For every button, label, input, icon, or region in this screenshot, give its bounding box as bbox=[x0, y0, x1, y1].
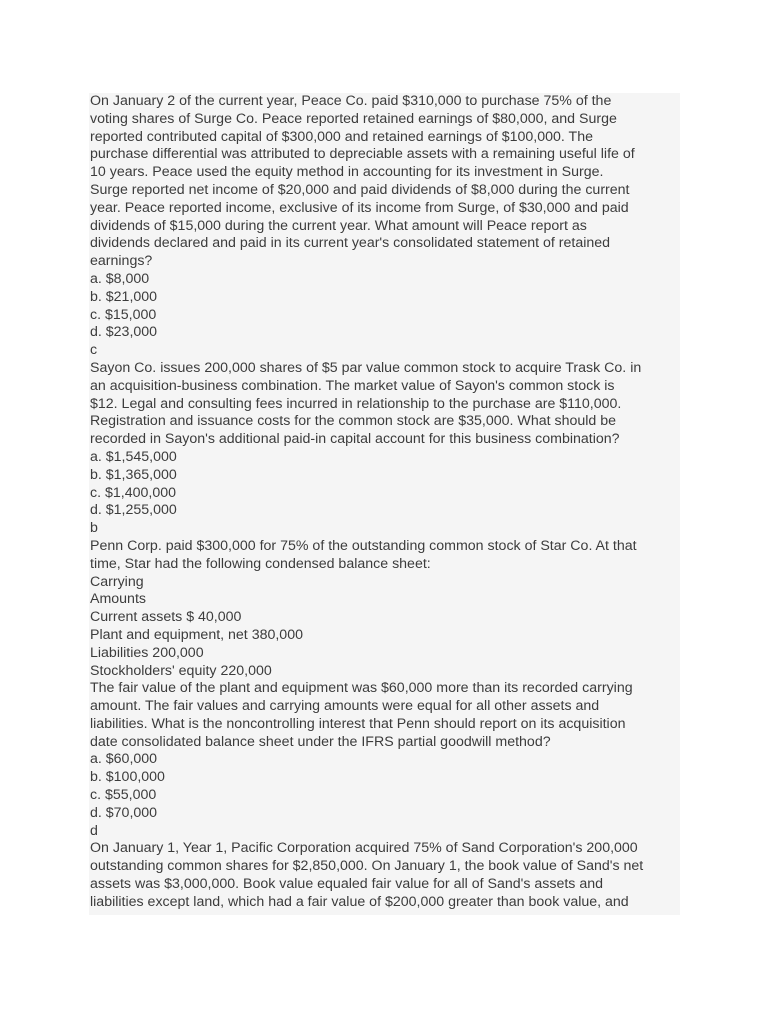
answer-key: d bbox=[90, 822, 98, 839]
answer-option: c. $15,000 bbox=[90, 306, 157, 323]
answer-option: d. $23,000 bbox=[90, 324, 158, 341]
answer-option: d. $70,000 bbox=[90, 804, 158, 821]
text-line: dividends of $15,000 during the current year. What amount will Peace report as bbox=[90, 217, 587, 234]
answer-option: a. $1,545,000 bbox=[90, 448, 177, 465]
text-line: Registration and issuance costs for the common stock are $35,000. What should be bbox=[90, 413, 617, 430]
text-line: On January 1, Year 1, Pacific Corporation acquired 75% of Sand Corporation's 200,000 bbox=[90, 840, 638, 857]
text-line: Penn Corp. paid $300,000 for 75% of the outstanding common stock of Star Co. At that bbox=[90, 537, 637, 554]
answer-option: a. $60,000 bbox=[90, 751, 158, 768]
answer-key: b bbox=[90, 520, 98, 537]
balance-sheet-row: Plant and equipment, net 380,000 bbox=[90, 626, 303, 643]
answer-option: a. $8,000 bbox=[90, 270, 150, 287]
text-line: earnings? bbox=[90, 253, 153, 270]
answer-option: b. $100,000 bbox=[90, 769, 165, 786]
answer-key: c bbox=[90, 342, 98, 359]
answer-option: d. $1,255,000 bbox=[90, 502, 177, 519]
text-line: voting shares of Surge Co. Peace reported retained earnings of $80,000, and Surge bbox=[90, 110, 617, 127]
text-line: outstanding common shares for $2,850,000. On January 1, the book value of Sand's net bbox=[90, 858, 644, 875]
text-line: On January 2 of the current year, Peace Co. paid $310,000 to purchase 75% of the bbox=[90, 93, 612, 109]
text-line: purchase differential was attributed to depreciable assets with a remaining useful life of bbox=[90, 146, 635, 163]
text-line: date consolidated balance sheet under the IFRS partial goodwill method? bbox=[90, 733, 551, 750]
balance-sheet-row: Current assets $ 40,000 bbox=[90, 609, 242, 626]
text-line: Sayon Co. issues 200,000 shares of $5 par value common stock to acquire Trask Co. in bbox=[90, 359, 642, 376]
answer-option: c. $1,400,000 bbox=[90, 484, 176, 501]
balance-sheet-row: Stockholders' equity 220,000 bbox=[90, 662, 272, 679]
text-line: year. Peace reported income, exclusive of its income from Surge, of $30,000 and paid bbox=[90, 199, 629, 216]
text-line: reported contributed capital of $300,000 and retained earnings of $100,000. The bbox=[90, 128, 593, 145]
answer-option: b. $1,365,000 bbox=[90, 466, 177, 483]
text-line: time, Star had the following condensed balance sheet: bbox=[90, 555, 431, 572]
text-line: Surge reported net income of $20,000 and paid dividends of $8,000 during the current bbox=[90, 181, 630, 198]
text-line: liabilities. What is the noncontrolling interest that Penn should report on its acquisition bbox=[90, 715, 626, 732]
text-line: $12. Legal and consulting fees incurred in relationship to the purchase are $110,000. bbox=[90, 395, 622, 412]
balance-sheet-row: Liabilities 200,000 bbox=[90, 644, 204, 661]
text-line: liabilities except land, which had a fair value of $200,000 greater than book value, and bbox=[90, 893, 629, 910]
text-line: an acquisition-business combination. The market value of Sayon's common stock is bbox=[90, 377, 615, 394]
text-line: 10 years. Peace used the equity method in accounting for its investment in Surge. bbox=[90, 164, 604, 181]
text-line: dividends declared and paid in its current year's consolidated statement of retained bbox=[90, 235, 611, 252]
document-text-block bbox=[89, 93, 680, 915]
answer-option: c. $55,000 bbox=[90, 787, 157, 804]
text-line: recorded in Sayon's additional paid-in capital account for this business combination? bbox=[90, 431, 620, 448]
text-line: assets was $3,000,000. Book value equaled fair value for all of Sand's assets and bbox=[90, 876, 603, 893]
text-line: amount. The fair values and carrying amounts were equal for all other assets and bbox=[90, 698, 600, 715]
text-line: The fair value of the plant and equipment was $60,000 more than its recorded carrying bbox=[90, 680, 633, 697]
balance-sheet-heading: Carrying bbox=[90, 573, 144, 590]
balance-sheet-heading: Amounts bbox=[90, 591, 146, 608]
answer-option: b. $21,000 bbox=[90, 288, 158, 305]
